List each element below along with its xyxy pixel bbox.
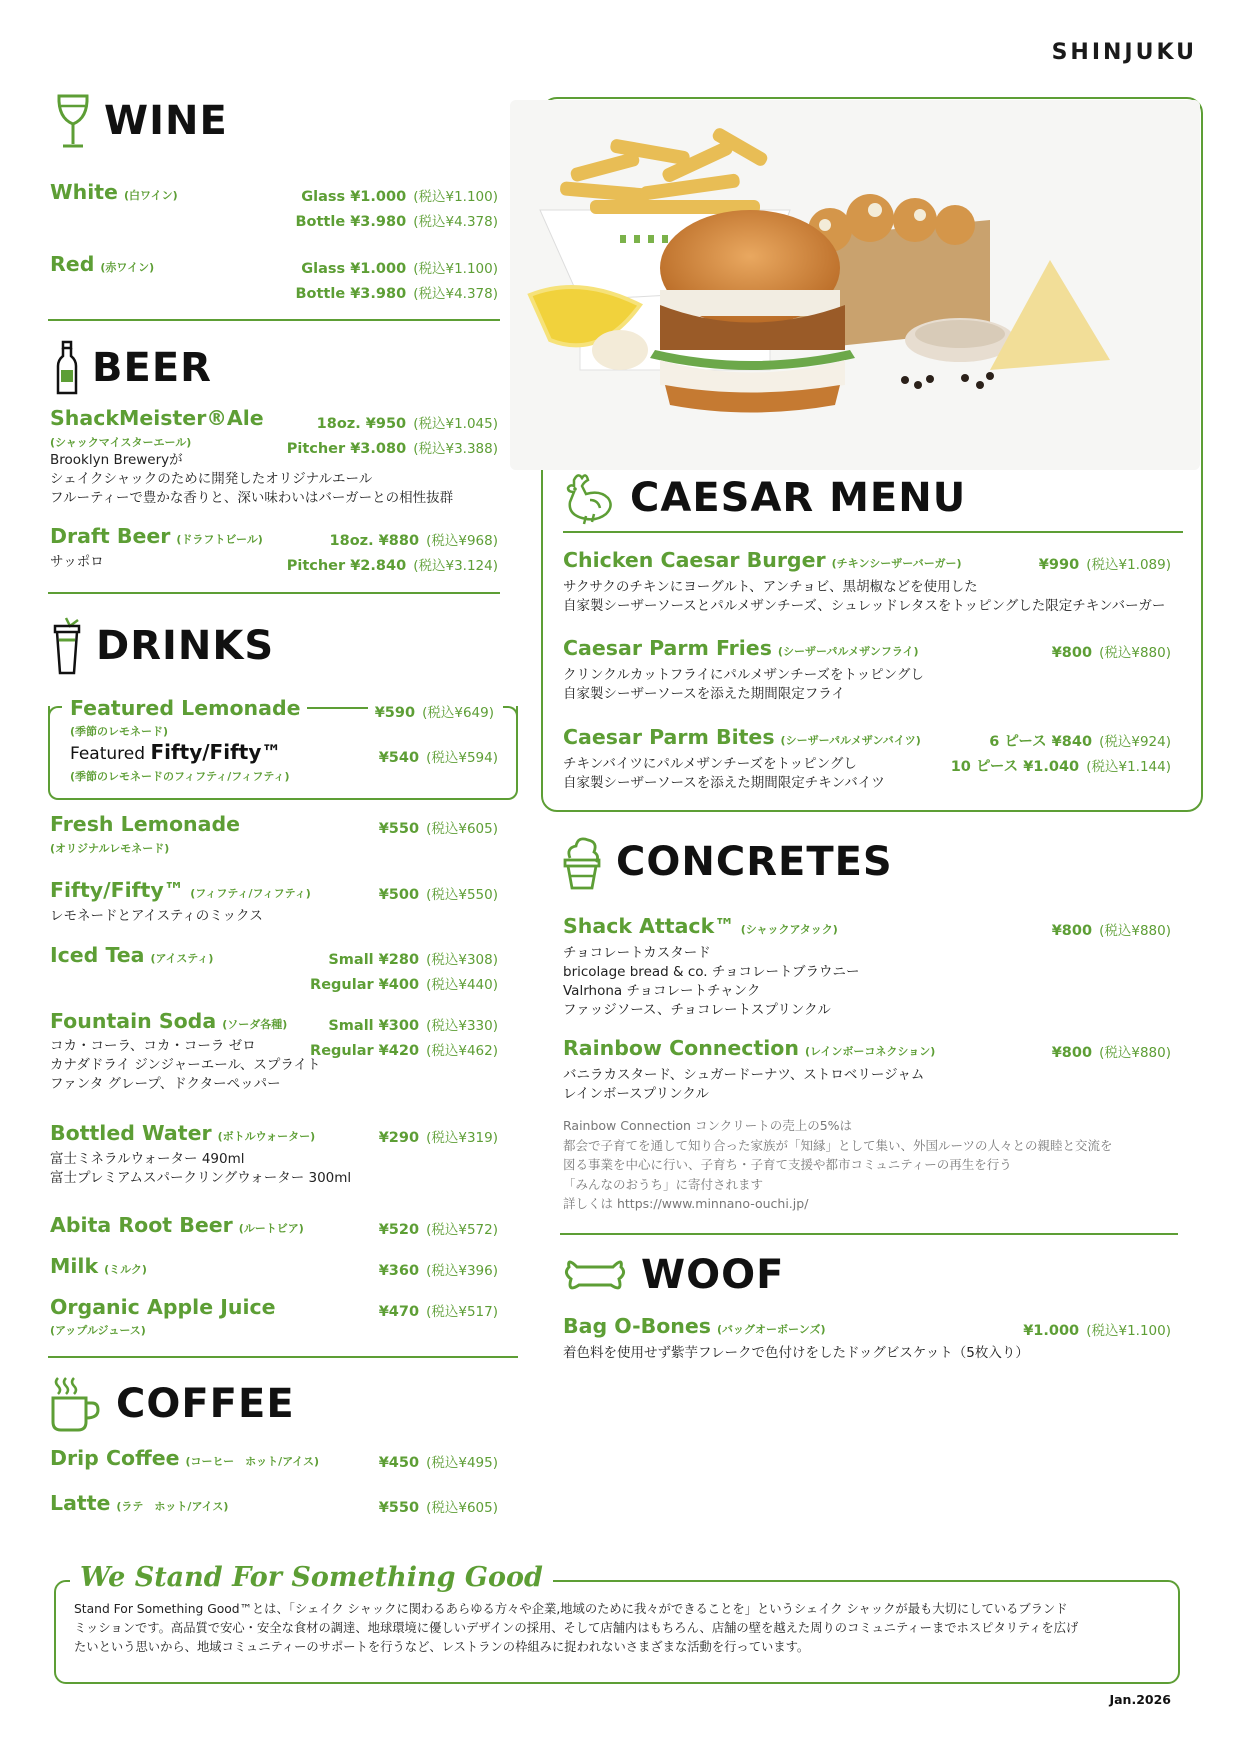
beer-shackmeister-desc: Brooklyn Breweryが シェイクシャックのために開発したオリジナルエール フルーティーで豊かな香りと、深い味わいはバーガーとの相性抜群 <box>50 452 454 506</box>
coffee-title: COFFEE <box>116 1381 295 1427</box>
concretes-section-header <box>562 834 893 890</box>
beer-section-header <box>56 340 212 396</box>
abita-root-beer-name: Abita Root Beer (ルートビア) <box>50 1213 304 1237</box>
rainbow-connection-donation-note: Rainbow Connection コンクリートの売上の5%は 都会で子育てを通して知り合った家族が「知縁」として集い、外国ルーツの人々との親睦と交流を 図る事業を中心に行い、子育ち・子育て支援や都市コミュニティーの再生を行う 「みんなのおうち」に寄付されます 詳しくは https://www.minnano-ouchi.jp/ <box>563 1118 1113 1211</box>
caesar-food-photo <box>510 100 1200 470</box>
caesar-parm-bites-desc: チキンバイツにパルメザンチーズをトッピングし 自家製シーザーソースを添えた期間限定チキンバイツ <box>563 756 885 791</box>
drinks-section-header <box>52 616 274 676</box>
wine-red-bottle-price: Bottle ¥3.980 (税込¥4.378) <box>295 286 498 302</box>
shack-attack-price: ¥800 (税込¥880) <box>1051 923 1171 939</box>
divider <box>48 1356 518 1358</box>
chicken-caesar-burger-name: Chicken Caesar Burger (チキンシーザーバーガー) <box>563 548 962 572</box>
beer-shackmeister-jp: (シャックマイスターエール) <box>50 436 192 449</box>
fresh-lemonade-name: Fresh Lemonade <box>50 812 241 836</box>
featured-fifty-jp: (季節のレモネードのフィフティ/フィフティ) <box>70 770 290 783</box>
wine-red-glass-price: Glass ¥1.000 (税込¥1.100) <box>301 261 498 277</box>
fifty-fifty-price: ¥500 (税込¥550) <box>378 887 498 903</box>
fountain-soda-regular-price: Regular ¥420 (税込¥462) <box>310 1043 498 1059</box>
latte-name: Latte (ラテ ホット/アイス) <box>50 1491 229 1515</box>
bag-o-bones-price: ¥1.000 (税込¥1.100) <box>1023 1323 1171 1339</box>
drink-cup-icon <box>52 616 82 676</box>
iced-tea-small-price: Small ¥280 (税込¥308) <box>328 952 498 968</box>
beer-title: BEER <box>92 345 212 391</box>
wine-white-bottle-price: Bottle ¥3.980 (税込¥4.378) <box>295 214 498 230</box>
rooster-icon <box>560 470 616 526</box>
bone-icon <box>563 1253 627 1297</box>
divider <box>560 1233 1178 1235</box>
chicken-caesar-burger-desc: サクサクのチキンにヨーグルト、アンチョビ、黒胡椒などを使用した 自家製シーザーソースとパルメザンチーズ、シュレッドレタスをトッピングした限定チキンバーガー <box>563 579 1166 614</box>
beer-draft-name: Draft Beer (ドラフトビール) <box>50 524 263 548</box>
wine-section-header <box>56 92 228 150</box>
fresh-lemonade-price: ¥550 (税込¥605) <box>378 821 498 837</box>
organic-apple-juice-name: Organic Apple Juice <box>50 1295 276 1319</box>
featured-lemonade-price: ¥590 (税込¥649) <box>371 701 498 721</box>
date-label: Jan.2026 <box>1109 1692 1171 1707</box>
divider <box>563 531 1183 533</box>
wine-title: WINE <box>104 98 228 144</box>
bottled-water-price: ¥290 (税込¥319) <box>378 1130 498 1146</box>
divider <box>48 319 500 321</box>
caesar-parm-fries-price: ¥800 (税込¥880) <box>1051 645 1171 661</box>
footer-mission-text: Stand For Something Good™とは、「シェイク シャックに関わるあらゆる方々や企業,地域のために我々ができることを」というシェイク シャックが最も大切にしているブランド ミッションです。高品質で安心・安全な食材の調達、地球環境に優しいデザインの採用、そして店舗内はもちろん、店舗の壁を越えた周りのコミュニティーまでホスピタリティを広げ たいという思いから、地域コミュニティーのサポートを行うなど、レストランの枠組みに捉われないさまざまな活動を行っています。 <box>74 1602 1079 1654</box>
featured-lemonade-jp: (季節のレモネード) <box>70 725 169 738</box>
featured-lemonade-name: Featured Lemonade <box>70 696 307 720</box>
organic-apple-juice-jp: (アップルジュース) <box>50 1324 146 1337</box>
rainbow-connection-price: ¥800 (税込¥880) <box>1051 1045 1171 1061</box>
bottled-water-desc: 富士ミネラルウォーター 490ml 富士プレミアムスパークリングウォーター 300ml <box>50 1151 352 1186</box>
fountain-soda-small-price: Small ¥300 (税込¥330) <box>328 1018 498 1034</box>
concretes-title: CONCRETES <box>616 839 893 885</box>
footer-title: We Stand For Something Good <box>70 1562 553 1593</box>
bag-o-bones-desc: 着色料を使用せず紫芋フレークで色付けをしたドッグビスケット（5枚入り） <box>563 1345 1029 1361</box>
featured-fifty-price: ¥540 (税込¥594) <box>378 750 498 766</box>
caesar-parm-fries-name: Caesar Parm Fries (シーザーパルメザンフライ) <box>563 636 919 660</box>
chicken-caesar-burger-price: ¥990 (税込¥1.089) <box>1038 557 1171 573</box>
beer-draft-18oz-price: 18oz. ¥880 (税込¥968) <box>329 533 498 549</box>
iced-tea-regular-price: Regular ¥400 (税込¥440) <box>310 977 498 993</box>
woof-title: WOOF <box>641 1252 785 1298</box>
caesar-title: CAESAR MENU <box>630 475 967 521</box>
fresh-lemonade-jp: (オリジナルレモネード) <box>50 842 170 855</box>
bottled-water-name: Bottled Water (ボトルウォーター) <box>50 1121 316 1145</box>
caesar-section-header <box>560 470 966 526</box>
latte-price: ¥550 (税込¥605) <box>378 1500 498 1516</box>
abita-root-beer-price: ¥520 (税込¥572) <box>378 1222 498 1238</box>
caesar-parm-bites-name: Caesar Parm Bites (シーザーパルメザンバイツ) <box>563 725 921 749</box>
wine-glass-icon <box>56 92 90 150</box>
drinks-title: DRINKS <box>96 623 275 669</box>
wine-white-glass-price: Glass ¥1.000 (税込¥1.100) <box>301 189 498 205</box>
bag-o-bones-name: Bag O-Bones (バッグオーボーンズ) <box>563 1314 826 1338</box>
caesar-parm-fries-desc: クリンクルカットフライにパルメザンチーズをトッピングし 自家製シーザーソースを添えた期間限定フライ <box>563 667 924 702</box>
rainbow-connection-desc: バニラカスタード、シュガードーナツ、ストロベリージャム レインボースプリンクル <box>563 1067 925 1102</box>
featured-fifty-name: Featured Fifty/Fifty™ <box>70 740 282 764</box>
location-label: SHINJUKU <box>1051 40 1197 65</box>
beer-shackmeister-pitcher-price: Pitcher ¥3.080 (税込¥3.388) <box>286 441 498 457</box>
shack-attack-name: Shack Attack™ (シャックアタック) <box>563 914 838 938</box>
rainbow-connection-name: Rainbow Connection (レインボーコネクション) <box>563 1036 936 1060</box>
wine-red-name: Red (赤ワイン) <box>50 252 155 276</box>
coffee-section-header <box>50 1376 295 1432</box>
shack-attack-desc: チョコレートカスタード bricolage bread & co. チョコレートブラウニー Valrhona チョコレートチャンク ファッジソース、チョコレートスプリンクル <box>563 945 860 1018</box>
beer-draft-pitcher-price: Pitcher ¥2.840 (税込¥3.124) <box>286 558 498 574</box>
beer-bottle-icon <box>56 340 78 396</box>
drip-coffee-name: Drip Coffee (コーヒー ホット/アイス) <box>50 1446 320 1470</box>
beer-shackmeister-18oz-price: 18oz. ¥950 (税込¥1.045) <box>316 416 498 432</box>
wine-white-name: White (白ワイン) <box>50 180 178 204</box>
beer-shackmeister-name: ShackMeister®Ale <box>50 406 264 430</box>
fifty-fifty-name: Fifty/Fifty™ (フィフティ/フィフティ) <box>50 878 311 902</box>
fifty-fifty-desc: レモネードとアイスティのミックス <box>50 908 263 924</box>
iced-tea-name: Iced Tea (アイスティ) <box>50 943 214 967</box>
fountain-soda-name: Fountain Soda (ソーダ各種) <box>50 1009 288 1033</box>
milk-price: ¥360 (税込¥396) <box>378 1263 498 1279</box>
beer-draft-desc: サッポロ <box>50 554 104 570</box>
coffee-cup-icon <box>50 1376 102 1432</box>
concrete-cup-icon <box>562 834 602 890</box>
drip-coffee-price: ¥450 (税込¥495) <box>378 1455 498 1471</box>
divider <box>48 592 500 594</box>
caesar-parm-bites-10-price: 10 ピース ¥1.040 (税込¥1.144) <box>950 759 1171 775</box>
fountain-soda-desc: コカ・コーラ、コカ・コーラ ゼロ カナダドライ ジンジャーエール、スプライト ファンタ グレープ、ドクターペッパー <box>50 1038 321 1092</box>
woof-section-header <box>563 1252 784 1298</box>
organic-apple-juice-price: ¥470 (税込¥517) <box>378 1304 498 1320</box>
caesar-parm-bites-6-price: 6 ピース ¥840 (税込¥924) <box>989 734 1171 750</box>
milk-name: Milk (ミルク) <box>50 1254 147 1278</box>
